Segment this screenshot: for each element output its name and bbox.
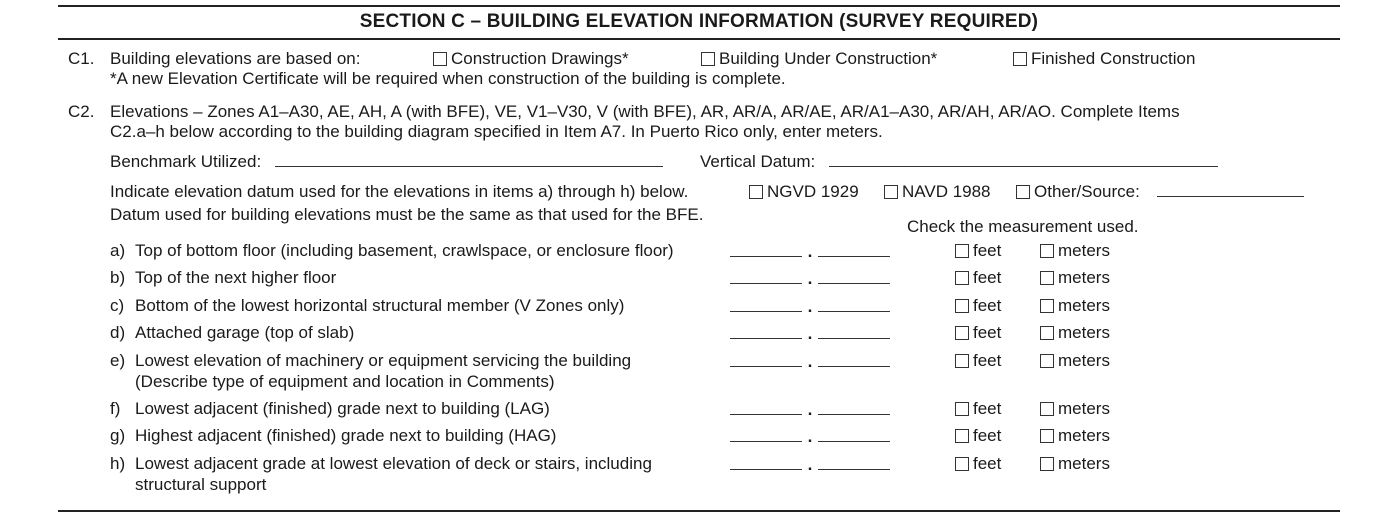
meters-label: meters	[1058, 323, 1110, 342]
finished-construction-checkbox[interactable]	[1013, 52, 1027, 66]
building-under-construction-label: Building Under Construction*	[719, 49, 938, 68]
ngvd-label: NGVD 1929	[767, 182, 859, 201]
elevation-decimal-input[interactable]	[818, 441, 890, 442]
elevation-whole-input[interactable]	[730, 469, 802, 470]
item-description: Highest adjacent (finished) grade next to building (HAG)	[135, 426, 557, 445]
meters-checkbox[interactable]	[1040, 402, 1054, 416]
meters-label: meters	[1058, 351, 1110, 370]
feet-label: feet	[973, 296, 1002, 315]
item-letter: h)	[110, 454, 126, 473]
elevation-decimal-input[interactable]	[818, 366, 890, 367]
item-description: Lowest elevation of machinery or equipment servicing the building	[135, 351, 632, 370]
item-letter: f)	[110, 399, 121, 418]
unit-meters-option[interactable]	[1040, 268, 1110, 288]
item-description: Lowest adjacent grade at lowest elevation of deck or stairs, including	[135, 454, 652, 473]
item-letter: g)	[110, 426, 126, 445]
unit-meters-option[interactable]	[1040, 399, 1110, 419]
top-rule	[58, 5, 1340, 7]
elevation-decimal-input[interactable]	[818, 256, 890, 257]
decimal-point: .	[807, 242, 813, 261]
vertical-datum-input[interactable]	[829, 166, 1218, 167]
c1-option-finished-construction[interactable]	[1013, 49, 1195, 69]
elevation-decimal-input[interactable]	[818, 469, 890, 470]
elevation-whole-input[interactable]	[730, 366, 802, 367]
item-letter: a)	[110, 241, 126, 260]
meters-label: meters	[1058, 426, 1110, 445]
item-letter: b)	[110, 268, 126, 287]
c1-number: C1.	[68, 49, 95, 68]
construction-drawings-checkbox[interactable]	[433, 52, 447, 66]
feet-label: feet	[973, 323, 1002, 342]
datum-option-other[interactable]	[1016, 182, 1140, 202]
title-rule	[58, 38, 1340, 40]
c2-number: C2.	[68, 102, 95, 121]
item-description-cont: structural support	[135, 475, 267, 494]
elevation-whole-input[interactable]	[730, 338, 802, 339]
meters-label: meters	[1058, 454, 1110, 473]
decimal-point: .	[807, 352, 813, 371]
decimal-point: .	[807, 297, 813, 316]
datum-option-ngvd[interactable]	[749, 182, 859, 202]
vertical-datum-label: Vertical Datum:	[700, 152, 816, 171]
unit-feet-option[interactable]	[955, 426, 1001, 446]
meters-label: meters	[1058, 399, 1110, 418]
feet-checkbox[interactable]	[955, 402, 969, 416]
unit-meters-option[interactable]	[1040, 323, 1110, 343]
meters-checkbox[interactable]	[1040, 299, 1054, 313]
item-letter: d)	[110, 323, 126, 342]
finished-construction-label: Finished Construction	[1031, 49, 1196, 68]
meters-checkbox[interactable]	[1040, 244, 1054, 258]
c2-text-line1: Elevations – Zones A1–A30, AE, AH, A (with BFE), VE, V1–V30, V (with BFE), AR, AR/A, AR/AE, AR/A1–A30, AR/AH, AR/AO. Complete Items	[110, 102, 1180, 121]
unit-meters-option[interactable]	[1040, 296, 1110, 316]
feet-label: feet	[973, 268, 1002, 287]
meters-label: meters	[1058, 296, 1110, 315]
c2-text-line2: C2.a–h below according to the building diagram specified in Item A7. In Puerto Rico only, enter meters.	[110, 122, 883, 141]
unit-feet-option[interactable]	[955, 454, 1001, 474]
datum-option-navd[interactable]	[884, 182, 991, 202]
c1-option-construction-drawings[interactable]	[433, 49, 629, 69]
c1-label: Building elevations are based on:	[110, 49, 361, 68]
c1-option-building-under-construction[interactable]	[701, 49, 937, 69]
decimal-point: .	[807, 400, 813, 419]
unit-feet-option[interactable]	[955, 351, 1001, 371]
item-description: Top of bottom floor (including basement, crawlspace, or enclosure floor)	[135, 241, 674, 260]
feet-checkbox[interactable]	[955, 244, 969, 258]
other-source-checkbox[interactable]	[1016, 185, 1030, 199]
bottom-rule	[58, 510, 1340, 512]
elevation-whole-input[interactable]	[730, 256, 802, 257]
other-source-input[interactable]	[1157, 196, 1304, 197]
meters-checkbox[interactable]	[1040, 457, 1054, 471]
construction-drawings-label: Construction Drawings*	[451, 49, 629, 68]
decimal-point: .	[807, 324, 813, 343]
unit-feet-option[interactable]	[955, 323, 1001, 343]
elevation-whole-input[interactable]	[730, 414, 802, 415]
building-under-construction-checkbox[interactable]	[701, 52, 715, 66]
elevation-decimal-input[interactable]	[818, 311, 890, 312]
unit-meters-option[interactable]	[1040, 426, 1110, 446]
item-description-cont: (Describe type of equipment and location in Comments)	[135, 372, 555, 391]
meters-checkbox[interactable]	[1040, 354, 1054, 368]
feet-label: feet	[973, 351, 1002, 370]
item-description: Attached garage (top of slab)	[135, 323, 355, 342]
elevation-whole-input[interactable]	[730, 311, 802, 312]
item-letter: c)	[110, 296, 125, 315]
feet-label: feet	[973, 426, 1002, 445]
unit-feet-option[interactable]	[955, 268, 1001, 288]
feet-checkbox[interactable]	[955, 457, 969, 471]
navd-label: NAVD 1988	[902, 182, 991, 201]
meters-checkbox[interactable]	[1040, 271, 1054, 285]
item-description: Top of the next higher floor	[135, 268, 337, 287]
feet-checkbox[interactable]	[955, 299, 969, 313]
feet-checkbox[interactable]	[955, 354, 969, 368]
other-source-label: Other/Source:	[1034, 182, 1140, 201]
unit-feet-option[interactable]	[955, 241, 1001, 261]
elevation-whole-input[interactable]	[730, 283, 802, 284]
benchmark-input[interactable]	[275, 166, 663, 167]
elevation-decimal-input[interactable]	[818, 283, 890, 284]
feet-checkbox[interactable]	[955, 326, 969, 340]
meters-label: meters	[1058, 268, 1110, 287]
item-description: Lowest adjacent (finished) grade next to building (LAG)	[135, 399, 550, 418]
section-title: SECTION C – BUILDING ELEVATION INFORMATION (SURVEY REQUIRED)	[359, 11, 1039, 32]
meters-checkbox[interactable]	[1040, 429, 1054, 443]
decimal-point: .	[807, 455, 813, 474]
ngvd-checkbox[interactable]	[749, 185, 763, 199]
benchmark-label: Benchmark Utilized:	[110, 152, 262, 171]
meters-label: meters	[1058, 241, 1110, 260]
feet-checkbox[interactable]	[955, 271, 969, 285]
datum-note: Datum used for building elevations must be the same as that used for the BFE.	[110, 205, 704, 224]
feet-label: feet	[973, 454, 1002, 473]
unit-feet-option[interactable]	[955, 296, 1001, 316]
unit-meters-option[interactable]	[1040, 454, 1110, 474]
decimal-point: .	[807, 427, 813, 446]
unit-meters-option[interactable]	[1040, 241, 1110, 261]
decimal-point: .	[807, 269, 813, 288]
unit-meters-option[interactable]	[1040, 351, 1110, 371]
meters-checkbox[interactable]	[1040, 326, 1054, 340]
c1-note: *A new Elevation Certificate will be required when construction of the building is complete.	[110, 69, 786, 88]
elevation-whole-input[interactable]	[730, 441, 802, 442]
item-description: Bottom of the lowest horizontal structural member (V Zones only)	[135, 296, 625, 315]
feet-label: feet	[973, 241, 1002, 260]
feet-checkbox[interactable]	[955, 429, 969, 443]
elevation-decimal-input[interactable]	[818, 338, 890, 339]
item-letter: e)	[110, 351, 126, 370]
check-measurement-text: Check the measurement used.	[907, 217, 1139, 236]
datum-indicate-text: Indicate elevation datum used for the elevations in items a) through h) below.	[110, 182, 689, 201]
feet-label: feet	[973, 399, 1002, 418]
navd-checkbox[interactable]	[884, 185, 898, 199]
elevation-decimal-input[interactable]	[818, 414, 890, 415]
unit-feet-option[interactable]	[955, 399, 1001, 419]
